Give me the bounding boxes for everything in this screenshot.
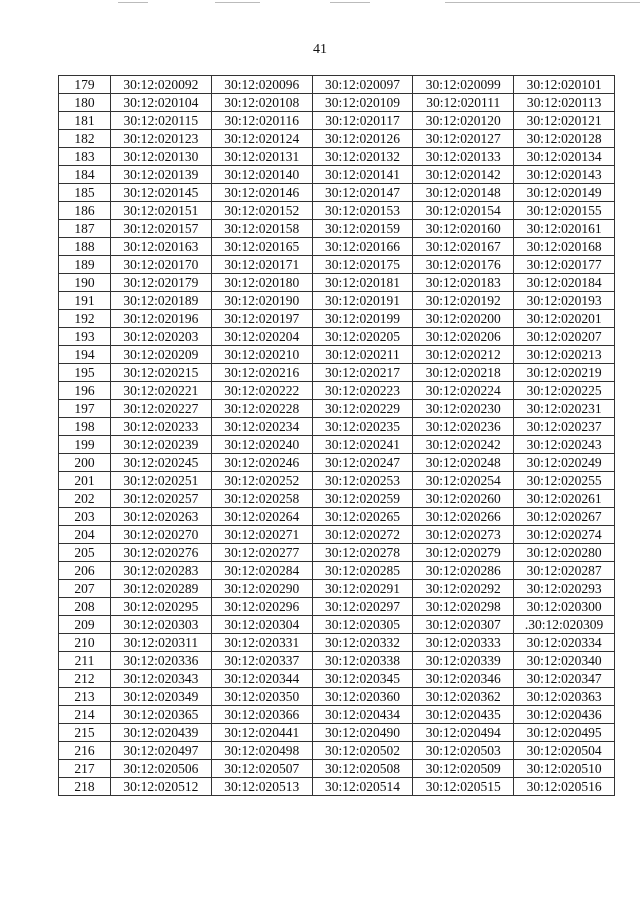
row-number-cell: 210 [59,634,111,652]
cadastral-number-cell: 30:12:020104 [111,94,212,112]
cadastral-number-cell: 30:12:020350 [211,688,312,706]
cadastral-number-cell: 30:12:020215 [111,364,212,382]
cadastral-number-cell: 30:12:020263 [111,508,212,526]
cadastral-number-cell: 30:12:020254 [413,472,514,490]
cadastral-number-cell: 30:12:020180 [211,274,312,292]
cadastral-number-cell: 30:12:020339 [413,652,514,670]
cadastral-number-cell: 30:12:020274 [514,526,615,544]
cadastral-number-cell: 30:12:020271 [211,526,312,544]
cadastral-number-cell: 30:12:020108 [211,94,312,112]
cadastral-number-cell: 30:12:020240 [211,436,312,454]
cadastral-number-cell: 30:12:020121 [514,112,615,130]
cadastral-number-cell: 30:12:020284 [211,562,312,580]
row-number-cell: 211 [59,652,111,670]
cadastral-number-cell: 30:12:020141 [312,166,413,184]
cadastral-number-cell: 30:12:020273 [413,526,514,544]
cadastral-number-cell: 30:12:020434 [312,706,413,724]
cadastral-number-cell: 30:12:020300 [514,598,615,616]
cadastral-number-cell: 30:12:020140 [211,166,312,184]
cadastral-number-cell: 30:12:020190 [211,292,312,310]
cadastral-number-cell: 30:12:020120 [413,112,514,130]
table-row [59,400,615,418]
cadastral-number-cell: 30:12:020293 [514,580,615,598]
cadastral-number-cell: 30:12:020347 [514,670,615,688]
row-number-cell: 199 [59,436,111,454]
cadastral-number-cell: 30:12:020228 [211,400,312,418]
cadastral-number-cell: 30:12:020507 [211,760,312,778]
cadastral-number-cell: 30:12:020153 [312,202,413,220]
cadastral-number-cell: 30:12:020337 [211,652,312,670]
page-number: 41 [313,42,327,57]
cadastral-number-cell: 30:12:020267 [514,508,615,526]
row-number-cell: 197 [59,400,111,418]
cadastral-number-cell: 30:12:020509 [413,760,514,778]
cadastral-number-cell: 30:12:020298 [413,598,514,616]
cadastral-number-cell: 30:12:020333 [413,634,514,652]
cadastral-number-cell: 30:12:020265 [312,508,413,526]
table-row [59,760,615,778]
cadastral-number-cell: 30:12:020219 [514,364,615,382]
cadastral-number-cell: 30:12:020152 [211,202,312,220]
cadastral-number-cell: 30:12:020304 [211,616,312,634]
cadastral-number-cell: 30:12:020305 [312,616,413,634]
row-number-cell: 185 [59,184,111,202]
row-number-cell: 198 [59,418,111,436]
cadastral-number-cell: 30:12:020127 [413,130,514,148]
cadastral-numbers-table [58,75,615,796]
cadastral-number-cell: 30:12:020233 [111,418,212,436]
table-row [59,436,615,454]
row-number-cell: 207 [59,580,111,598]
row-number-cell: 206 [59,562,111,580]
cadastral-number-cell: 30:12:020278 [312,544,413,562]
table-row [59,742,615,760]
cadastral-number-cell: 30:12:020245 [111,454,212,472]
row-number-cell: 203 [59,508,111,526]
cadastral-number-cell: 30:12:020196 [111,310,212,328]
cadastral-number-cell: 30:12:020092 [111,76,212,94]
cadastral-number-cell: 30:12:020201 [514,310,615,328]
cadastral-number-cell: 30:12:020276 [111,544,212,562]
row-number-cell: 218 [59,778,111,796]
cadastral-number-cell: 30:12:020133 [413,148,514,166]
cadastral-number-cell: 30:12:020249 [514,454,615,472]
cadastral-number-cell: 30:12:020147 [312,184,413,202]
cadastral-number-cell: 30:12:020439 [111,724,212,742]
cadastral-number-cell: 30:12:020292 [413,580,514,598]
table-row [59,220,615,238]
cadastral-number-cell: 30:12:020177 [514,256,615,274]
cadastral-number-cell: 30:12:020515 [413,778,514,796]
table-row [59,382,615,400]
cadastral-number-cell: 30:12:020160 [413,220,514,238]
table-row [59,346,615,364]
cadastral-number-cell: 30:12:020115 [111,112,212,130]
cadastral-number-cell: 30:12:020117 [312,112,413,130]
cadastral-number-cell: 30:12:020303 [111,616,212,634]
cadastral-number-cell: 30:12:020192 [413,292,514,310]
table-row [59,202,615,220]
row-number-cell: 179 [59,76,111,94]
row-number-cell: 194 [59,346,111,364]
cadastral-number-cell: 30:12:020149 [514,184,615,202]
table-row [59,328,615,346]
cadastral-number-cell: 30:12:020200 [413,310,514,328]
cadastral-number-cell: 30:12:020170 [111,256,212,274]
row-number-cell: 193 [59,328,111,346]
table-row [59,562,615,580]
row-number-cell: 215 [59,724,111,742]
table-row [59,112,615,130]
cadastral-number-cell: 30:12:020494 [413,724,514,742]
cadastral-number-cell: 30:12:020241 [312,436,413,454]
cadastral-number-cell: 30:12:020331 [211,634,312,652]
cadastral-number-cell: 30:12:020124 [211,130,312,148]
table-row [59,616,615,634]
cadastral-number-cell: 30:12:020099 [413,76,514,94]
cadastral-number-cell: 30:12:020346 [413,670,514,688]
cadastral-number-cell: 30:12:020436 [514,706,615,724]
cadastral-number-cell: 30:12:020221 [111,382,212,400]
table-row [59,76,615,94]
cadastral-number-cell: 30:12:020297 [312,598,413,616]
cadastral-number-cell: 30:12:020270 [111,526,212,544]
cadastral-number-cell: 30:12:020213 [514,346,615,364]
cadastral-number-cell: 30:12:020441 [211,724,312,742]
cadastral-number-cell: 30:12:020235 [312,418,413,436]
table-row [59,418,615,436]
row-number-cell: 181 [59,112,111,130]
table-row [59,652,615,670]
cadastral-number-cell: 30:12:020336 [111,652,212,670]
cadastral-number-cell: 30:12:020205 [312,328,413,346]
cadastral-number-cell: 30:12:020139 [111,166,212,184]
cadastral-number-cell: 30:12:020224 [413,382,514,400]
cadastral-number-cell: 30:12:020222 [211,382,312,400]
cadastral-number-cell: 30:12:020289 [111,580,212,598]
table-row [59,706,615,724]
cadastral-number-cell: 30:12:020264 [211,508,312,526]
cadastral-number-cell: 30:12:020286 [413,562,514,580]
table-row [59,94,615,112]
table-row [59,274,615,292]
cadastral-number-cell: 30:12:020344 [211,670,312,688]
cadastral-number-cell: 30:12:020113 [514,94,615,112]
cadastral-number-cell: 30:12:020171 [211,256,312,274]
cadastral-number-cell: 30:12:020227 [111,400,212,418]
cadastral-number-cell: 30:12:020266 [413,508,514,526]
table-row [59,724,615,742]
cadastral-number-cell: 30:12:020363 [514,688,615,706]
table-row [59,526,615,544]
cadastral-number-cell: 30:12:020340 [514,652,615,670]
cadastral-number-cell: 30:12:020237 [514,418,615,436]
cadastral-number-cell: 30:12:020154 [413,202,514,220]
cadastral-number-cell: 30:12:020513 [211,778,312,796]
cadastral-number-cell: 30:12:020131 [211,148,312,166]
table-row [59,256,615,274]
scan-top-marks [0,2,640,6]
cadastral-number-cell: 30:12:020159 [312,220,413,238]
cadastral-number-cell: 30:12:020506 [111,760,212,778]
cadastral-number-cell: 30:12:020234 [211,418,312,436]
cadastral-number-cell: 30:12:020148 [413,184,514,202]
cadastral-number-cell: 30:12:020209 [111,346,212,364]
cadastral-number-cell: 30:12:020332 [312,634,413,652]
row-number-cell: 216 [59,742,111,760]
cadastral-number-cell: 30:12:020229 [312,400,413,418]
cadastral-number-cell: 30:12:020502 [312,742,413,760]
cadastral-number-cell: 30:12:020257 [111,490,212,508]
row-number-cell: 214 [59,706,111,724]
cadastral-number-cell: 30:12:020259 [312,490,413,508]
row-number-cell: 196 [59,382,111,400]
cadastral-number-cell: 30:12:020134 [514,148,615,166]
cadastral-number-cell: 30:12:020498 [211,742,312,760]
cadastral-number-cell: 30:12:020158 [211,220,312,238]
cadastral-number-cell: 30:12:020101 [514,76,615,94]
table-row [59,130,615,148]
cadastral-number-cell: 30:12:020242 [413,436,514,454]
cadastral-number-cell: 30:12:020334 [514,634,615,652]
cadastral-number-cell: 30:12:020296 [211,598,312,616]
cadastral-number-cell: 30:12:020260 [413,490,514,508]
cadastral-number-cell: 30:12:020145 [111,184,212,202]
cadastral-number-cell: 30:12:020255 [514,472,615,490]
cadastral-number-cell: 30:12:020151 [111,202,212,220]
cadastral-number-cell: 30:12:020165 [211,238,312,256]
cadastral-number-cell: 30:12:020216 [211,364,312,382]
cadastral-number-cell: 30:12:020503 [413,742,514,760]
cadastral-number-cell: 30:12:020272 [312,526,413,544]
table-row [59,454,615,472]
cadastral-number-cell: 30:12:020248 [413,454,514,472]
table-row [59,166,615,184]
cadastral-number-cell: 30:12:020175 [312,256,413,274]
cadastral-number-cell: 30:12:020210 [211,346,312,364]
table-row [59,634,615,652]
table-row [59,580,615,598]
row-number-cell: 208 [59,598,111,616]
cadastral-number-cell: 30:12:020285 [312,562,413,580]
cadastral-number-cell: 30:12:020143 [514,166,615,184]
cadastral-number-cell: 30:12:020279 [413,544,514,562]
row-number-cell: 192 [59,310,111,328]
cadastral-number-cell: 30:12:020181 [312,274,413,292]
row-number-cell: 189 [59,256,111,274]
row-number-cell: 190 [59,274,111,292]
cadastral-number-cell: 30:12:020230 [413,400,514,418]
cadastral-number-cell: 30:12:020183 [413,274,514,292]
cadastral-number-cell: 30:12:020163 [111,238,212,256]
cadastral-number-cell: 30:12:020277 [211,544,312,562]
cadastral-number-cell: 30:12:020146 [211,184,312,202]
row-number-cell: 200 [59,454,111,472]
cadastral-number-cell: 30:12:020253 [312,472,413,490]
table-row [59,310,615,328]
cadastral-number-cell: 30:12:020176 [413,256,514,274]
cadastral-number-cell: 30:12:020287 [514,562,615,580]
row-number-cell: 187 [59,220,111,238]
row-number-cell: 188 [59,238,111,256]
row-number-cell: 182 [59,130,111,148]
cadastral-number-cell: 30:12:020109 [312,94,413,112]
cadastral-number-cell: 30:12:020252 [211,472,312,490]
table-row [59,778,615,796]
cadastral-number-cell: 30:12:020311 [111,634,212,652]
cadastral-number-cell: 30:12:020365 [111,706,212,724]
row-number-cell: 183 [59,148,111,166]
cadastral-number-cell: 30:12:020495 [514,724,615,742]
cadastral-number-cell: 30:12:020130 [111,148,212,166]
cadastral-number-cell: 30:12:020203 [111,328,212,346]
cadastral-number-cell: 30:12:020247 [312,454,413,472]
cadastral-number-cell: 30:12:020199 [312,310,413,328]
cadastral-number-cell: .30:12:020309 [514,616,615,634]
row-number-cell: 202 [59,490,111,508]
cadastral-number-cell: 30:12:020168 [514,238,615,256]
cadastral-number-cell: 30:12:020184 [514,274,615,292]
cadastral-number-cell: 30:12:020246 [211,454,312,472]
cadastral-number-cell: 30:12:020497 [111,742,212,760]
cadastral-number-cell: 30:12:020307 [413,616,514,634]
cadastral-number-cell: 30:12:020516 [514,778,615,796]
cadastral-number-cell: 30:12:020343 [111,670,212,688]
row-number-cell: 195 [59,364,111,382]
cadastral-number-cell: 30:12:020189 [111,292,212,310]
cadastral-number-cell: 30:12:020345 [312,670,413,688]
cadastral-number-cell: 30:12:020362 [413,688,514,706]
cadastral-number-cell: 30:12:020207 [514,328,615,346]
table-row [59,598,615,616]
cadastral-number-cell: 30:12:020435 [413,706,514,724]
table-row [59,184,615,202]
cadastral-number-cell: 30:12:020504 [514,742,615,760]
cadastral-number-cell: 30:12:020132 [312,148,413,166]
cadastral-number-cell: 30:12:020204 [211,328,312,346]
cadastral-number-cell: 30:12:020206 [413,328,514,346]
cadastral-number-cell: 30:12:020211 [312,346,413,364]
row-number-cell: 201 [59,472,111,490]
cadastral-number-cell: 30:12:020261 [514,490,615,508]
cadastral-number-cell: 30:12:020123 [111,130,212,148]
cadastral-number-cell: 30:12:020225 [514,382,615,400]
cadastral-number-cell: 30:12:020111 [413,94,514,112]
row-number-cell: 205 [59,544,111,562]
row-number-cell: 184 [59,166,111,184]
row-number-cell: 217 [59,760,111,778]
cadastral-number-cell: 30:12:020258 [211,490,312,508]
table-row [59,472,615,490]
cadastral-number-cell: 30:12:020197 [211,310,312,328]
cadastral-number-cell: 30:12:020283 [111,562,212,580]
table-row [59,490,615,508]
cadastral-number-cell: 30:12:020349 [111,688,212,706]
cadastral-number-cell: 30:12:020217 [312,364,413,382]
cadastral-number-cell: 30:12:020295 [111,598,212,616]
cadastral-number-cell: 30:12:020508 [312,760,413,778]
cadastral-number-cell: 30:12:020366 [211,706,312,724]
cadastral-number-cell: 30:12:020116 [211,112,312,130]
row-number-cell: 204 [59,526,111,544]
cadastral-number-cell: 30:12:020236 [413,418,514,436]
row-number-cell: 209 [59,616,111,634]
cadastral-number-cell: 30:12:020128 [514,130,615,148]
cadastral-number-cell: 30:12:020167 [413,238,514,256]
row-number-cell: 186 [59,202,111,220]
cadastral-number-cell: 30:12:020290 [211,580,312,598]
cadastral-number-cell: 30:12:020218 [413,364,514,382]
cadastral-number-cell: 30:12:020096 [211,76,312,94]
cadastral-number-cell: 30:12:020280 [514,544,615,562]
table-row [59,670,615,688]
cadastral-number-cell: 30:12:020179 [111,274,212,292]
cadastral-number-cell: 30:12:020291 [312,580,413,598]
cadastral-number-cell: 30:12:020510 [514,760,615,778]
cadastral-number-cell: 30:12:020142 [413,166,514,184]
cadastral-number-cell: 30:12:020243 [514,436,615,454]
table-row [59,148,615,166]
cadastral-number-cell: 30:12:020157 [111,220,212,238]
table-row [59,544,615,562]
table-row [59,508,615,526]
cadastral-number-cell: 30:12:020161 [514,220,615,238]
cadastral-number-cell: 30:12:020212 [413,346,514,364]
cadastral-number-cell: 30:12:020155 [514,202,615,220]
table-row [59,292,615,310]
table-row [59,364,615,382]
cadastral-number-cell: 30:12:020514 [312,778,413,796]
row-number-cell: 213 [59,688,111,706]
row-number-cell: 212 [59,670,111,688]
cadastral-number-cell: 30:12:020223 [312,382,413,400]
row-number-cell: 191 [59,292,111,310]
cadastral-number-cell: 30:12:020239 [111,436,212,454]
cadastral-number-cell: 30:12:020231 [514,400,615,418]
cadastral-number-cell: 30:12:020097 [312,76,413,94]
cadastral-number-cell: 30:12:020338 [312,652,413,670]
cadastral-number-cell: 30:12:020512 [111,778,212,796]
cadastral-number-cell: 30:12:020191 [312,292,413,310]
cadastral-number-cell: 30:12:020193 [514,292,615,310]
cadastral-number-cell: 30:12:020166 [312,238,413,256]
table-row [59,688,615,706]
row-number-cell: 180 [59,94,111,112]
cadastral-number-cell: 30:12:020126 [312,130,413,148]
cadastral-number-cell: 30:12:020490 [312,724,413,742]
table-row [59,238,615,256]
cadastral-number-cell: 30:12:020360 [312,688,413,706]
cadastral-number-cell: 30:12:020251 [111,472,212,490]
